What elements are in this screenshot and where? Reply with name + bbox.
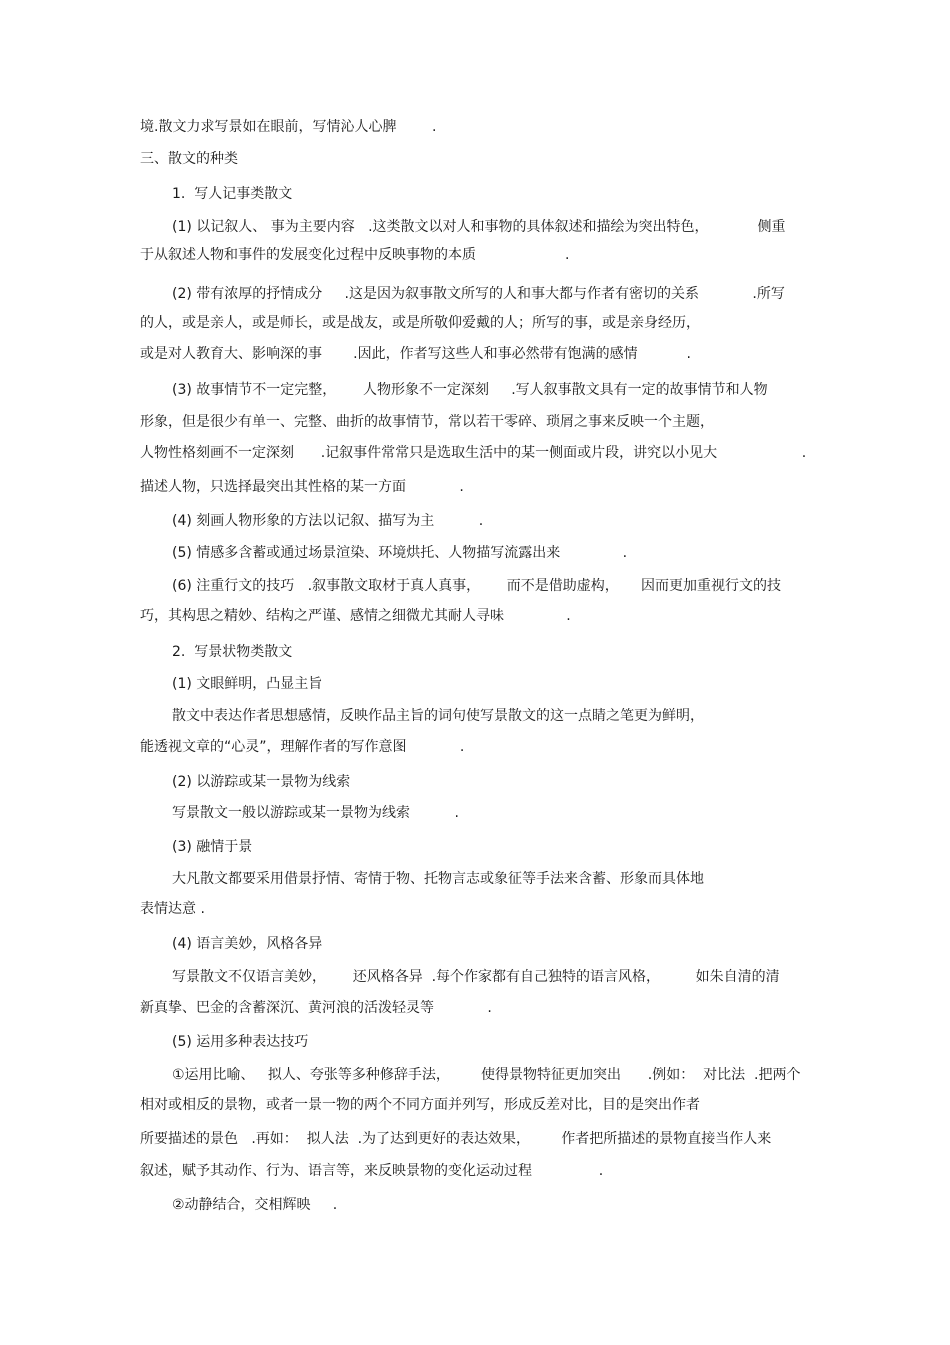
text-line: 写景散文一般以游踪或某一景物为线索 . — [172, 805, 459, 821]
text-line: 的人，或是亲人，或是师长，或是战友，或是所敬仰爱戴的人；所写的事，或是亲身经历， — [140, 315, 700, 331]
text-line: 表情达意 . — [140, 901, 205, 917]
text-line: 人物性格刻画不一定深刻 .记叙事件常常只是选取生活中的某一侧面或片段，讲究以小见大 . — [140, 445, 807, 461]
text-line: 叙述，赋予其动作、行为、语言等，来反映景物的变化运动过程 . — [140, 1163, 604, 1179]
text-line: (1) 文眼鲜明，凸显主旨 — [172, 676, 323, 692]
text-line: ②动静结合，交相辉映 . — [172, 1197, 338, 1213]
subsection-heading: 1. 写人记事类散文 — [172, 186, 293, 202]
text-line: (3) 故事情节不一定完整， 人物形象不一定深刻 .写人叙事散文具有一定的故事情节和人物 — [172, 382, 768, 398]
text-line: ①运用比喻、 拟人、夸张等多种修辞手法， 使得景物特征更加突出 .例如： 对比法 .把两个 — [172, 1067, 801, 1083]
text-line: 相对或相反的景物，或者一景一物的两个不同方面并列写，形成反差对比，目的是突出作者 — [140, 1097, 700, 1113]
text-line: (4) 语言美妙，风格各异 — [172, 936, 323, 952]
text-line: (6) 注重行文的技巧 .叙事散文取材于真人真事， 而不是借助虚构， 因而更加重视行文的技 — [172, 578, 782, 594]
text-line: 形象，但是很少有单一、完整、曲折的故事情节，常以若干零碎、琐屑之事来反映一个主题， — [140, 414, 714, 430]
text-line: (5) 运用多种表达技巧 — [172, 1034, 309, 1050]
text-line: 境.散文力求写景如在眼前，写情沁人心脾 . — [140, 119, 437, 135]
text-line: 巧，其构思之精妙、结构之严谨、感情之细微尤其耐人寻味 . — [140, 608, 571, 624]
text-line: 能透视文章的“心灵”，理解作者的写作意图 . — [140, 739, 465, 755]
text-line: (5) 情感多含蓄或通过场景渲染、环境烘托、人物描写流露出来 . — [172, 545, 628, 561]
text-line: (2) 以游踪或某一景物为线索 — [172, 774, 351, 790]
section-heading: 三、散文的种类 — [140, 151, 238, 167]
text-line: 描述人物，只选择最突出其性格的某一方面 . — [140, 479, 464, 495]
text-line: 大凡散文都要采用借景抒情、寄情于物、托物言志或象征等手法来含蓄、形象而具体地 — [172, 871, 704, 887]
text-line: 或是对人教育大、影响深的事 .因此，作者写这些人和事必然带有饱满的感情 . — [140, 346, 692, 362]
text-line: (4) 刻画人物形象的方法以记叙、描写为主 . — [172, 513, 484, 529]
text-line: 写景散文不仅语言美妙， 还风格各异 .每个作家都有自己独特的语言风格， 如朱自清的清 — [172, 969, 780, 985]
text-line: 所要描述的景色 .再如： 拟人法 .为了达到更好的表达效果， 作者把所描述的景物直接当作人来 — [140, 1131, 772, 1147]
text-line: (3) 融情于景 — [172, 839, 253, 855]
text-line: 于从叙述人物和事件的发展变化过程中反映事物的本质 . — [140, 247, 570, 263]
text-line: 新真挚、巴金的含蓄深沉、黄河浪的活泼轻灵等 . — [140, 1000, 492, 1016]
text-line: (2) 带有浓厚的抒情成分 .这是因为叙事散文所写的人和事大都与作者有密切的关系 .所写 — [172, 286, 785, 302]
text-line: 散文中表达作者思想感情，反映作品主旨的词句使写景散文的这一点睛之笔更为鲜明， — [172, 708, 704, 724]
text-line: (1) 以记叙人、 事为主要内容 .这类散文以对人和事物的具体叙述和描绘为突出特色， 侧重 — [172, 219, 786, 235]
subsection-heading: 2. 写景状物类散文 — [172, 644, 293, 660]
